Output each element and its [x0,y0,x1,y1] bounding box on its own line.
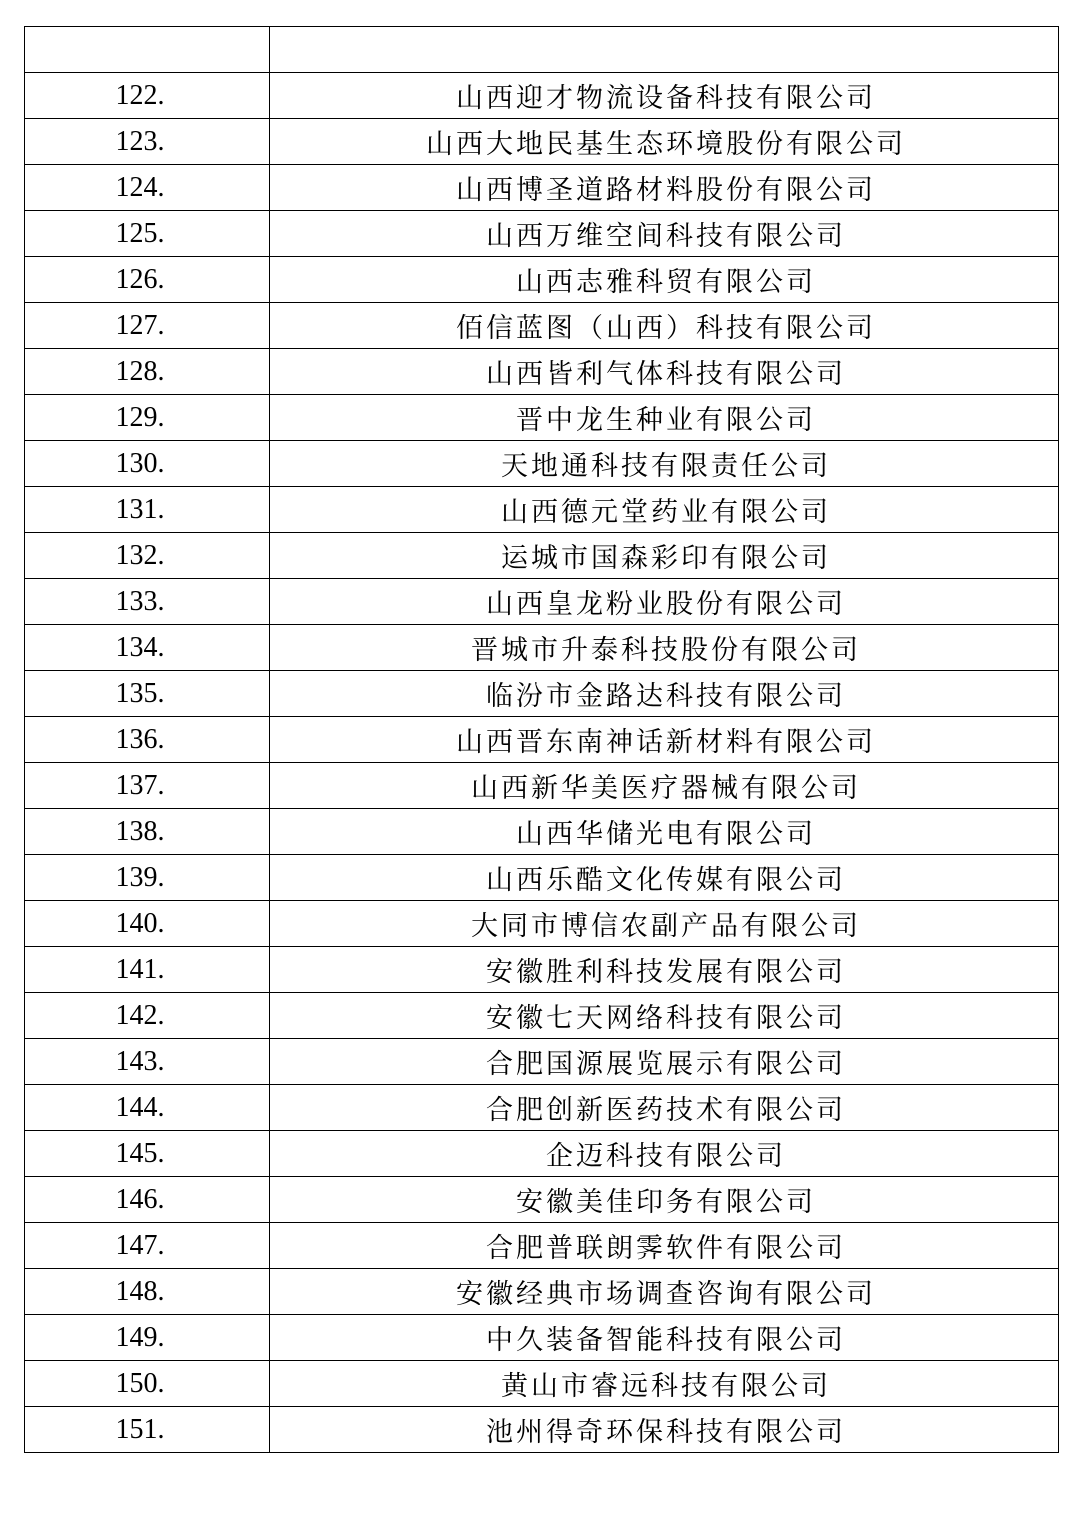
row-number-cell: 143. [25,1039,270,1085]
table-row [25,901,1059,947]
row-number-cell: 147. [25,1223,270,1269]
company-name-cell: 安徽胜利科技发展有限公司 [270,947,1059,993]
company-name-cell: 池州得奇环保科技有限公司 [270,1407,1059,1453]
table-row [25,303,1059,349]
company-name-cell: 大同市博信农副产品有限公司 [270,901,1059,947]
company-name-cell: 晋城市升泰科技股份有限公司 [270,625,1059,671]
table-row [25,1315,1059,1361]
row-number-cell: 151. [25,1407,270,1453]
table-row [25,579,1059,625]
table-row [25,1361,1059,1407]
table-row [25,1177,1059,1223]
table-row [25,717,1059,763]
row-number-cell: 141. [25,947,270,993]
table-row [25,763,1059,809]
table-row [25,1269,1059,1315]
company-name-cell: 企迈科技有限公司 [270,1131,1059,1177]
company-name-cell: 佰信蓝图（山西）科技有限公司 [270,303,1059,349]
table-row [25,671,1059,717]
table-row [25,165,1059,211]
row-number-cell: 123. [25,119,270,165]
row-number-cell: 132. [25,533,270,579]
table-row [25,993,1059,1039]
table-row [25,855,1059,901]
company-name-cell: 山西新华美医疗器械有限公司 [270,763,1059,809]
company-name-cell: 山西皆利气体科技有限公司 [270,349,1059,395]
company-name-cell: 合肥普联朗霁软件有限公司 [270,1223,1059,1269]
row-number-cell: 126. [25,257,270,303]
company-name-cell: 山西乐酷文化传媒有限公司 [270,855,1059,901]
company-name-cell: 安徽七天网络科技有限公司 [270,993,1059,1039]
table-header-row [25,27,1059,73]
row-number-cell: 138. [25,809,270,855]
row-number-cell: 144. [25,1085,270,1131]
company-name-cell: 安徽美佳印务有限公司 [270,1177,1059,1223]
company-name-cell: 山西志雅科贸有限公司 [270,257,1059,303]
table-row [25,947,1059,993]
row-number-cell: 127. [25,303,270,349]
table-body [25,27,1059,1453]
company-name-cell: 山西晋东南神话新材料有限公司 [270,717,1059,763]
company-name-cell: 山西万维空间科技有限公司 [270,211,1059,257]
table-row [25,119,1059,165]
company-name-cell: 晋中龙生种业有限公司 [270,395,1059,441]
table-row [25,1223,1059,1269]
company-list-table [24,26,1059,1453]
header-cell-number [25,27,270,73]
table-row [25,257,1059,303]
company-name-cell: 山西迎才物流设备科技有限公司 [270,73,1059,119]
company-name-cell: 山西华储光电有限公司 [270,809,1059,855]
table-row [25,1085,1059,1131]
company-name-cell: 天地通科技有限责任公司 [270,441,1059,487]
row-number-cell: 125. [25,211,270,257]
company-name-cell: 黄山市睿远科技有限公司 [270,1361,1059,1407]
table-row [25,809,1059,855]
row-number-cell: 137. [25,763,270,809]
row-number-cell: 148. [25,1269,270,1315]
row-number-cell: 128. [25,349,270,395]
table-row [25,1039,1059,1085]
row-number-cell: 122. [25,73,270,119]
company-name-cell: 安徽经典市场调查咨询有限公司 [270,1269,1059,1315]
table-row [25,487,1059,533]
table-row [25,395,1059,441]
row-number-cell: 150. [25,1361,270,1407]
row-number-cell: 124. [25,165,270,211]
row-number-cell: 149. [25,1315,270,1361]
table-row [25,1407,1059,1453]
company-list-table-container [24,26,1058,1453]
company-name-cell: 山西皇龙粉业股份有限公司 [270,579,1059,625]
company-name-cell: 山西大地民基生态环境股份有限公司 [270,119,1059,165]
table-row [25,533,1059,579]
company-name-cell: 临汾市金路达科技有限公司 [270,671,1059,717]
row-number-cell: 133. [25,579,270,625]
company-name-cell: 运城市国森彩印有限公司 [270,533,1059,579]
table-row [25,349,1059,395]
company-name-cell: 合肥国源展览展示有限公司 [270,1039,1059,1085]
table-row [25,625,1059,671]
row-number-cell: 129. [25,395,270,441]
company-name-cell: 山西德元堂药业有限公司 [270,487,1059,533]
table-row [25,73,1059,119]
row-number-cell: 136. [25,717,270,763]
row-number-cell: 139. [25,855,270,901]
row-number-cell: 142. [25,993,270,1039]
header-cell-company [270,27,1059,73]
row-number-cell: 130. [25,441,270,487]
row-number-cell: 146. [25,1177,270,1223]
company-name-cell: 山西博圣道路材料股份有限公司 [270,165,1059,211]
table-row [25,211,1059,257]
row-number-cell: 145. [25,1131,270,1177]
row-number-cell: 140. [25,901,270,947]
table-row [25,441,1059,487]
company-name-cell: 合肥创新医药技术有限公司 [270,1085,1059,1131]
company-name-cell: 中久装备智能科技有限公司 [270,1315,1059,1361]
row-number-cell: 134. [25,625,270,671]
table-row [25,1131,1059,1177]
row-number-cell: 135. [25,671,270,717]
row-number-cell: 131. [25,487,270,533]
